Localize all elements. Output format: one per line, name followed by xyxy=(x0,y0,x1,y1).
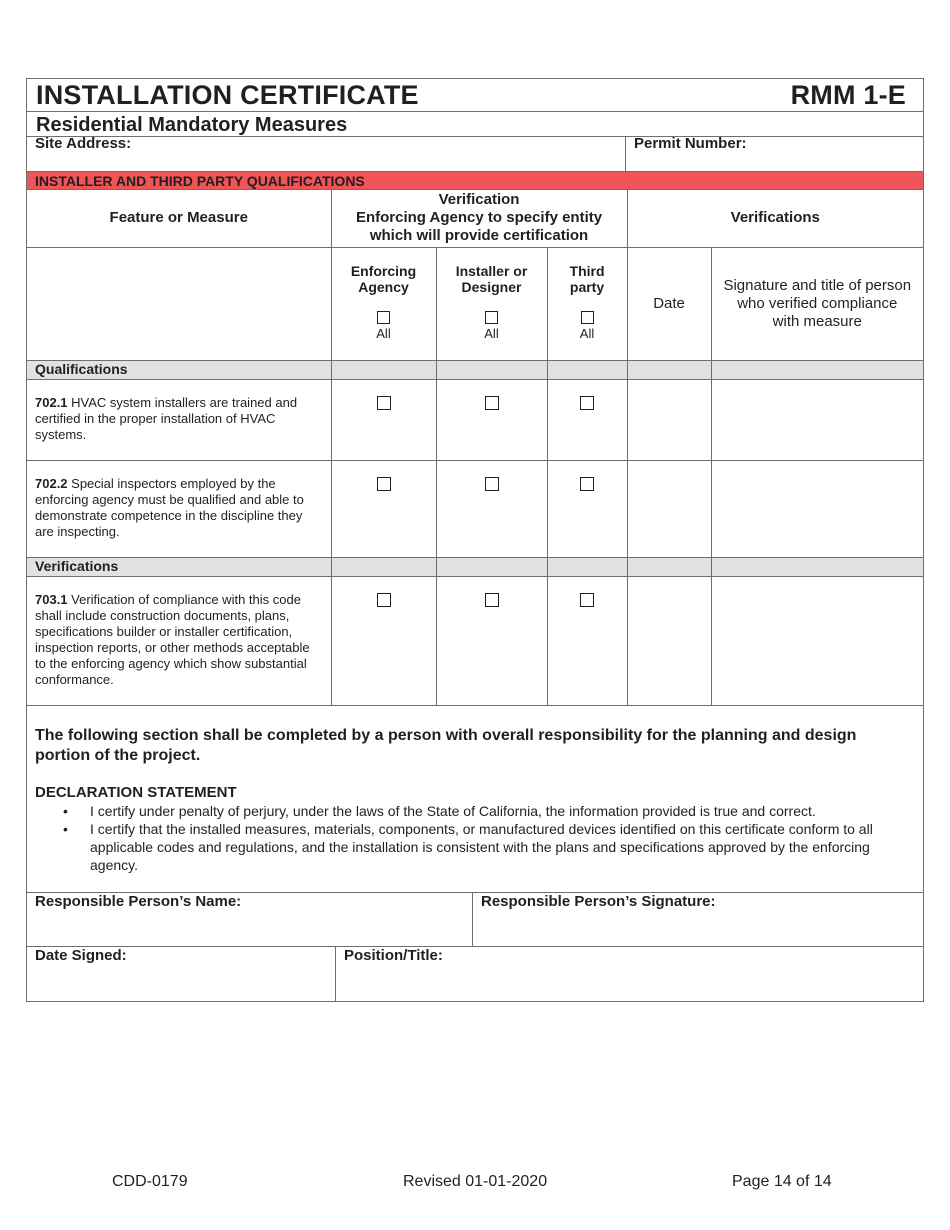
site-info-row xyxy=(27,136,923,172)
third-party-all-checkbox[interactable] xyxy=(581,311,594,324)
site-address-label: Site Address: xyxy=(35,135,132,152)
installer-all-checkbox[interactable] xyxy=(485,311,498,324)
responsible-signature-field[interactable]: Responsible Person’s Signature: xyxy=(481,892,716,910)
position-title-field[interactable]: Position/Title: xyxy=(344,946,443,964)
section-row-verifications: Verifications xyxy=(27,557,923,576)
site-address-field[interactable] xyxy=(27,137,626,171)
permit-number-label: Permit Number: xyxy=(634,135,747,152)
date-cell[interactable] xyxy=(627,576,711,705)
declaration-heading: DECLARATION STATEMENT xyxy=(35,783,237,801)
measure-702-2: 702.2 Special inspectors employed by the enforcing agency must be qualified and able to demonstrate competence in the discipline they are inspecting. xyxy=(27,460,331,557)
verification-header: Verification Enforcing Agency to specify entity which will provide certification xyxy=(331,190,627,247)
form-code: CDD-0179 xyxy=(112,1173,188,1190)
signature-row-1 xyxy=(27,893,923,947)
declaration-item: • I certify that the installed measures, materials, components, or manufactured devices identified on this certificate conform to all applicable codes and regulations, and the installation is consistent with the plans and specifications approved by the enforcing agency. xyxy=(63,820,873,873)
enforcing-agency-column: Enforcing Agency All xyxy=(331,247,436,360)
measure-702-1: 702.1 HVAC system installers are trained and certified in the proper installation of HVAC systems. xyxy=(27,379,331,460)
page-number: Page 14 of 14 xyxy=(732,1173,832,1190)
declaration-item: • I certify under penalty of perjury, under the laws of the State of California, the information provided is true and correct. xyxy=(63,802,816,819)
section-row-qualifications: Qualifications xyxy=(27,360,923,379)
verifications-header: Verifications xyxy=(627,190,923,247)
declaration-section xyxy=(27,706,923,893)
signature-row-2 xyxy=(27,947,923,1001)
date-cell[interactable] xyxy=(627,460,711,557)
enforcing-agency-checkbox[interactable] xyxy=(377,593,391,607)
declaration-list xyxy=(63,802,915,874)
permit-number-field[interactable] xyxy=(626,137,923,171)
enforcing-agency-all-checkbox[interactable] xyxy=(377,311,390,324)
page-subtitle: Residential Mandatory Measures xyxy=(36,114,348,136)
title-row xyxy=(27,79,923,112)
enforcing-agency-checkbox[interactable] xyxy=(377,396,391,410)
installation-certificate-form xyxy=(26,78,924,1002)
signature-cell[interactable] xyxy=(711,576,923,705)
date-cell[interactable] xyxy=(627,379,711,460)
table-row xyxy=(27,576,923,705)
feature-header: Feature or Measure xyxy=(27,190,331,247)
signature-column-header: Signature and title of person who verified compliance with measure xyxy=(711,247,923,360)
third-party-checkbox[interactable] xyxy=(580,593,594,607)
measures-table xyxy=(27,190,923,706)
third-party-checkbox[interactable] xyxy=(580,477,594,491)
enforcing-agency-checkbox[interactable] xyxy=(377,477,391,491)
table-header-row xyxy=(27,190,923,247)
measure-703-1: 703.1 Verification of compliance with this code shall include construction documents, plans, specifications builder or installer certification, inspection reports, or other methods acceptable to the enforcing agency which show substantial conformance. xyxy=(27,576,331,705)
revision-date: Revised 01-01-2020 xyxy=(403,1173,548,1190)
table-row xyxy=(27,379,923,460)
declaration-lead: The following section shall be completed by a person with overall responsibility for the planning and design portion of the project. xyxy=(35,726,857,764)
installer-checkbox[interactable] xyxy=(485,477,499,491)
bullet-icon: • xyxy=(63,820,68,837)
page-title: INSTALLATION CERTIFICATE xyxy=(36,79,419,110)
date-column-header: Date xyxy=(627,247,711,360)
responsible-name-field[interactable]: Responsible Person’s Name: xyxy=(27,893,473,946)
third-party-checkbox[interactable] xyxy=(580,396,594,410)
bullet-icon: • xyxy=(63,802,68,819)
form-id: RMM 1-E xyxy=(790,79,906,110)
installer-designer-column: Installer or Designer All xyxy=(436,247,547,360)
third-party-column: Third party All xyxy=(547,247,627,360)
signature-cell[interactable] xyxy=(711,379,923,460)
table-subheader-row xyxy=(27,247,923,360)
date-signed-field[interactable]: Date Signed: xyxy=(27,947,336,1001)
installer-checkbox[interactable] xyxy=(485,593,499,607)
section-bar-qualifications: INSTALLER AND THIRD PARTY QUALIFICATIONS xyxy=(27,172,923,190)
signature-cell[interactable] xyxy=(711,460,923,557)
installer-checkbox[interactable] xyxy=(485,396,499,410)
table-row xyxy=(27,460,923,557)
